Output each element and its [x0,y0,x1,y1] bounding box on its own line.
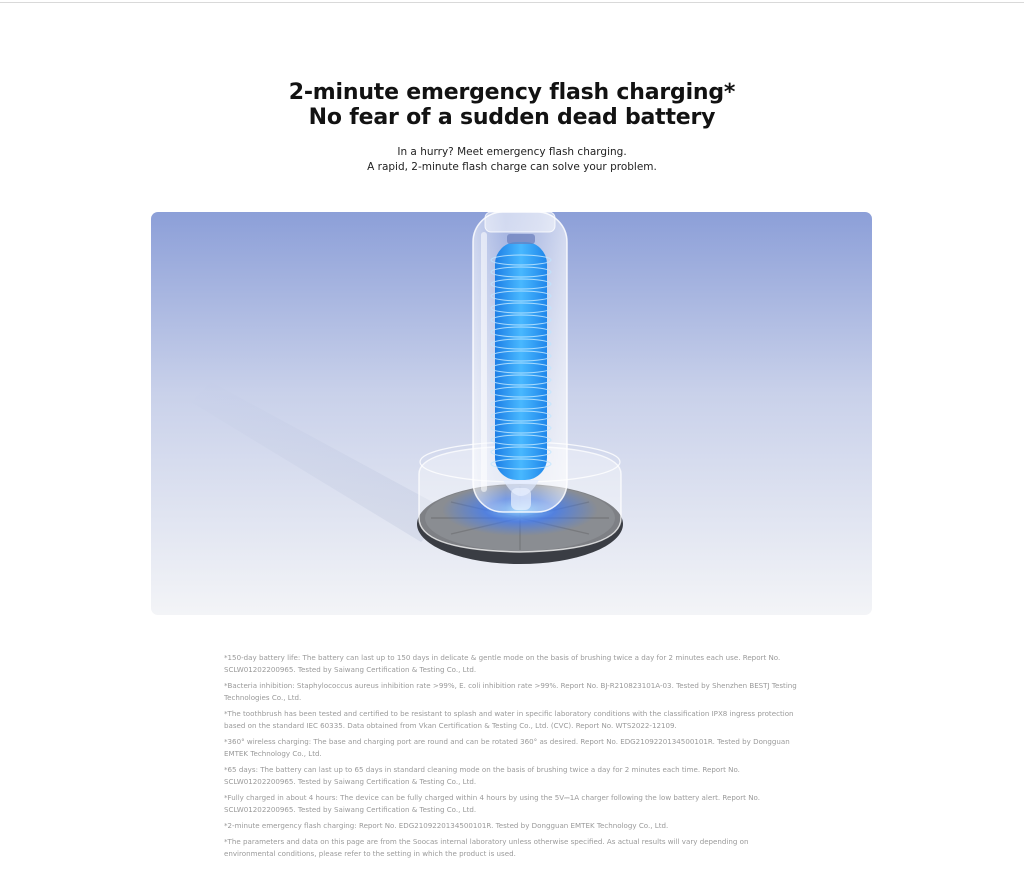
footnote: *Fully charged in about 4 hours: The device can be fully charged within 4 hours by using the 5V⎓1A charger following the low battery alert. Report No. SCLW01202200965. Tested by Saiwang Certification & Testing Co., Ltd. [224,793,760,814]
page-title [0,80,1024,130]
product-image [151,212,872,615]
title-line-2: No fear of a sudden dead battery [308,105,716,130]
subtitle-line-1: In a hurry? Meet emergency flash charging. [397,146,627,158]
footnote: *The toothbrush has been tested and certified to be resistant to splash and water in specific laboratory conditions with the classification IPX8 ingress protection based on the standard IEC 60335. Data obtained from Vkan Certification & Testing Co., Ltd. (CVC). Report No. WTS2022-12109. [224,709,794,730]
footnote: *360° wireless charging: The base and charging port are round and can be rotated 360° as desired. Report No. EDG2109220134500101R. Tested by Dongguan EMTEK Technology Co., Ltd. [224,737,790,758]
footnote: *Bacteria inhibition: Staphylococcus aureus inhibition rate >99%, E. coli inhibition rate >99%. Report No. BJ-R210823101A-03. Tested by Shenzhen BESTJ Testing Technologies Co., Ltd. [224,681,797,702]
footnote: *2-minute emergency flash charging: Report No. EDG2109220134500101R. Tested by Dongguan EMTEK Technology Co., Ltd. [224,821,669,830]
footnotes [224,652,800,864]
footnote: *The parameters and data on this page are from the Soocas internal laboratory unless otherwise specified. As actual results will vary depending on environmental conditions, please refer to the setting in which the product is used. [224,837,749,858]
subtitle [0,145,1024,175]
toothbrush-charging-illustration [151,212,872,615]
footnote: *65 days: The battery can last up to 65 days in standard cleaning mode on the basis of brushing twice a day for 2 minutes each time. Report No. SCLW01202200965. Tested by Saiwang Certification & Testing Co., Ltd. [224,765,740,786]
subtitle-line-2: A rapid, 2-minute flash charge can solve your problem. [367,161,657,173]
top-divider [0,2,1024,3]
title-line-1: 2-minute emergency flash charging* [288,80,736,105]
footnote: *150-day battery life: The battery can last up to 150 days in delicate & gentle mode on the basis of brushing twice a day for 2 minutes each use. Report No. SCLW01202200965. Tested by Saiwang Certification & Testing Co., Ltd. [224,653,781,674]
